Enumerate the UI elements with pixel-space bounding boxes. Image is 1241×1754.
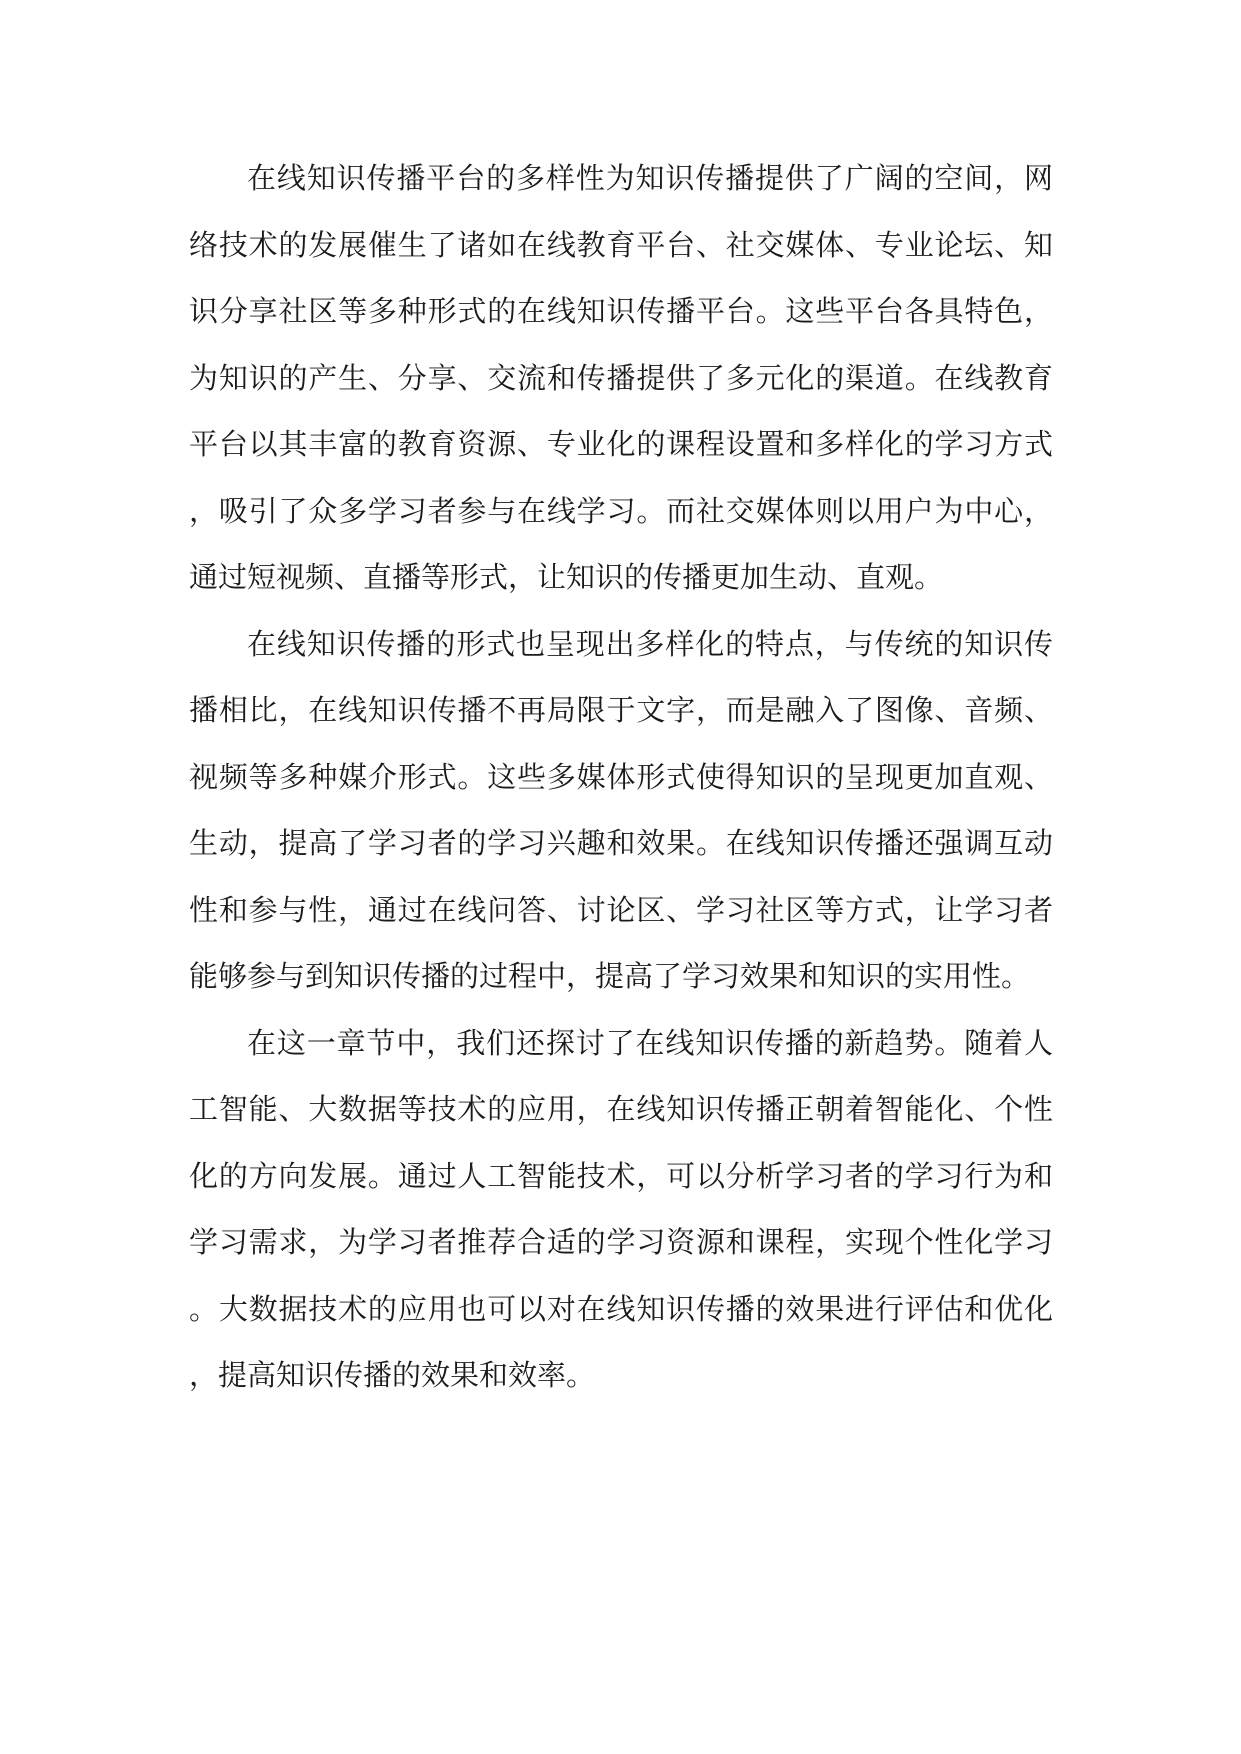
paragraph-2: 在线知识传播的形式也呈现出多样化的特点，与传统的知识传播相比，在线知识传播不再局限于文字，而是融入了图像、音频、视频等多种媒介形式。这些多媒体形式使得知识的呈现更加直观、生动，提高了学习者的学习兴趣和效果。在线知识传播还强调互动性和参与性，通过在线问答、讨论区、学习社区等方式，让学习者能够参与到知识传播的过程中，提高了学习效果和知识的实用性。 — [189, 626, 1053, 993]
paragraph-1: 在线知识传播平台的多样性为知识传播提供了广阔的空间，网络技术的发展催生了诸如在线教育平台、社交媒体、专业论坛、知识分享社区等多种形式的在线知识传播平台。这些平台各具特色，为知识的产生、分享、交流和传播提供了多元化的渠道。在线教育平台以其丰富的教育资源、专业化的课程设置和多样化的学习方式，吸引了众多学习者参与在线学习。而社交媒体则以用户为中心，通过短视频、直播等形式，让知识的传播更加生动、直观。 — [189, 161, 1053, 594]
paragraph-3: 在这一章节中，我们还探讨了在线知识传播的新趋势。随着人工智能、大数据等技术的应用，在线知识传播正朝着智能化、个性化的方向发展。通过人工智能技术，可以分析学习者的学习行为和学习需求，为学习者推荐合适的学习资源和课程，实现个性化学习。大数据技术的应用也可以对在线知识传播的效果进行评估和优化，提高知识传播的效果和效率。 — [189, 1025, 1053, 1392]
body-text — [189, 145, 1053, 1409]
